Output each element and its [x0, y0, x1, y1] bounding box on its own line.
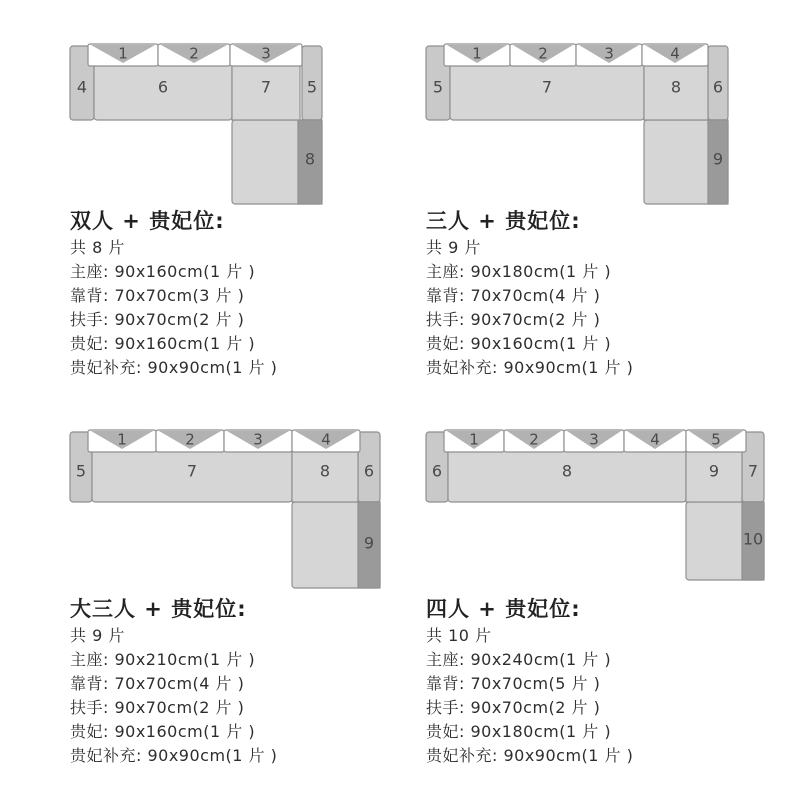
backrest-number: 4	[321, 430, 331, 449]
spec-main-seat: 主座: 90x180cm(1 片 )	[426, 262, 612, 281]
right-armrest-number: 6	[712, 77, 724, 97]
spec-chaise: 贵妃: 90x180cm(1 片 )	[426, 722, 612, 741]
chaise-filler-number: 9	[712, 149, 724, 169]
spec-armrest: 扶手: 90x70cm(2 片 )	[70, 310, 245, 329]
chaise-filler-number: 9	[363, 533, 375, 553]
config-title: 大三人 + 贵妃位:	[70, 597, 247, 621]
backrest-number: 1	[117, 430, 127, 449]
corner-seat-number: 8	[319, 461, 331, 481]
backrest-number: 3	[253, 430, 263, 449]
main-seat-number: 6	[157, 77, 169, 97]
spec-backrest: 靠背: 70x70cm(4 片 )	[70, 674, 245, 693]
main-seat-number: 8	[561, 461, 573, 481]
corner-seat-number: 8	[670, 77, 682, 97]
spec-backrest: 靠背: 70x70cm(3 片 )	[70, 286, 245, 305]
spec-main-seat: 主座: 90x240cm(1 片 )	[426, 650, 612, 669]
spec-total: 共 9 片	[70, 626, 125, 645]
backrest-number: 2	[529, 430, 539, 449]
corner-seat-number: 9	[708, 461, 720, 481]
main-seat-number: 7	[186, 461, 198, 481]
backrest-number: 1	[469, 430, 479, 449]
config-title: 四人 + 贵妃位:	[426, 597, 581, 621]
backrest-number: 3	[261, 44, 271, 63]
spec-total: 共 8 片	[70, 238, 125, 257]
backrest-cushion	[624, 430, 686, 452]
spec-armrest: 扶手: 90x70cm(2 片 )	[426, 310, 601, 329]
backrest-number: 3	[589, 430, 599, 449]
chaise-filler-number: 10	[742, 529, 764, 549]
spec-total: 共 9 片	[426, 238, 481, 257]
spec-main-seat: 主座: 90x210cm(1 片 )	[70, 650, 256, 669]
spec-main-seat: 主座: 90x160cm(1 片 )	[70, 262, 256, 281]
spec-chaise-extra: 贵妃补充: 90x90cm(1 片 )	[70, 358, 278, 377]
spec-armrest: 扶手: 90x70cm(2 片 )	[426, 698, 601, 717]
right-armrest-number: 6	[363, 461, 375, 481]
config-title: 双人 + 贵妃位:	[70, 209, 225, 233]
spec-chaise: 贵妃: 90x160cm(1 片 )	[70, 722, 256, 741]
left-armrest-number: 4	[76, 77, 88, 97]
right-armrest-number: 7	[747, 461, 759, 481]
corner-seat-number: 7	[260, 77, 272, 97]
backrest-number: 4	[650, 430, 660, 449]
chaise-filler-number: 8	[304, 149, 316, 169]
backrest-number: 1	[472, 44, 482, 63]
spec-chaise-extra: 贵妃补充: 90x90cm(1 片 )	[70, 746, 278, 765]
main-seat-number: 7	[541, 77, 553, 97]
backrest-number: 2	[185, 430, 195, 449]
backrest-cushion	[444, 430, 504, 452]
backrest-number: 5	[711, 430, 721, 449]
config-title: 三人 + 贵妃位:	[426, 209, 581, 233]
spec-total: 共 10 片	[426, 626, 492, 645]
spec-backrest: 靠背: 70x70cm(5 片 )	[426, 674, 601, 693]
spec-block-4	[426, 594, 633, 768]
backrest-cushion	[504, 430, 564, 452]
backrest-cushion	[686, 430, 746, 452]
left-armrest-number: 5	[432, 77, 444, 97]
spec-chaise: 贵妃: 90x160cm(1 片 )	[426, 334, 612, 353]
right-armrest-number: 5	[306, 77, 318, 97]
left-armrest-number: 5	[75, 461, 87, 481]
backrest-cushion	[564, 430, 624, 452]
backrest-number: 2	[538, 44, 548, 63]
backrest-number: 4	[670, 44, 680, 63]
spec-chaise-extra: 贵妃补充: 90x90cm(1 片 )	[426, 746, 634, 765]
spec-chaise: 贵妃: 90x160cm(1 片 )	[70, 334, 256, 353]
left-armrest-number: 6	[431, 461, 443, 481]
spec-backrest: 靠背: 70x70cm(4 片 )	[426, 286, 601, 305]
backrest-number: 2	[189, 44, 199, 63]
spec-chaise-extra: 贵妃补充: 90x90cm(1 片 )	[426, 358, 634, 377]
backrest-number: 1	[118, 44, 128, 63]
backrest-number: 3	[604, 44, 614, 63]
spec-armrest: 扶手: 90x70cm(2 片 )	[70, 698, 245, 717]
